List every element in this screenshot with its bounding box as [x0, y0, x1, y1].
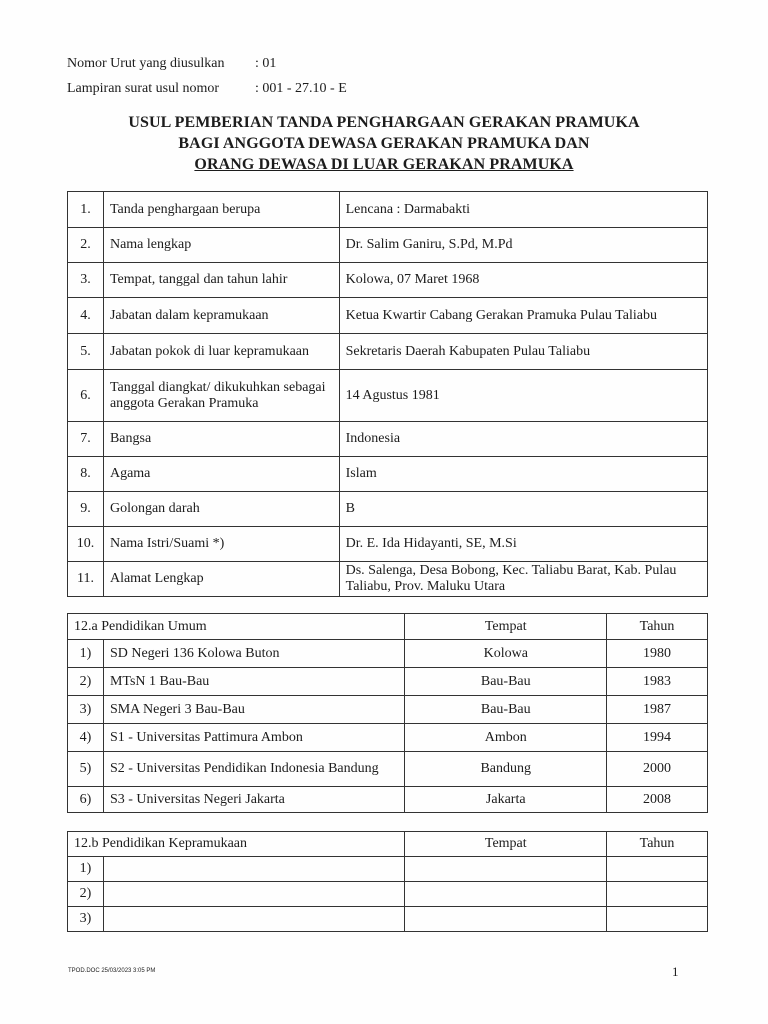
lampiran-label: Lampiran surat usul nomor — [67, 81, 220, 96]
column-header-tempat: Tempat — [405, 832, 607, 857]
row-label: Jabatan pokok di luar kepramukaan — [103, 334, 339, 370]
row-label: Tanggal diangkat/ dikukuhkan sebagai anggota Gerakan Pramuka — [103, 370, 339, 422]
row-number: 1) — [68, 640, 104, 668]
school-year: 1983 — [607, 668, 708, 696]
row-number: 11. — [68, 562, 104, 597]
course-name-cell — [103, 857, 404, 882]
school-name: S1 - Universitas Pattimura Ambon — [103, 724, 404, 752]
section-title: 12.b Pendidikan Kepramukaan — [68, 832, 405, 857]
row-value: B — [339, 492, 707, 527]
table-row — [68, 422, 708, 457]
table-row — [68, 882, 708, 907]
section-title: 12.a Pendidikan Umum — [68, 614, 405, 640]
table-row — [68, 298, 708, 334]
table-row — [68, 457, 708, 492]
page-number: 1 — [672, 964, 679, 979]
school-year: 1987 — [607, 696, 708, 724]
row-number: 3) — [68, 696, 104, 724]
table-row — [68, 334, 708, 370]
row-number: 6. — [68, 370, 104, 422]
school-name: SD Negeri 136 Kolowa Buton — [103, 640, 404, 668]
row-label: Tempat, tanggal dan tahun lahir — [103, 263, 339, 298]
row-value: Islam — [339, 457, 707, 492]
table-header-row — [68, 832, 708, 857]
table-header-row — [68, 614, 708, 640]
row-value: Lencana : Darmabakti — [339, 192, 707, 228]
row-number: 6) — [68, 787, 104, 813]
school-year: 1994 — [607, 724, 708, 752]
lampiran — [67, 81, 347, 97]
row-label: Golongan darah — [103, 492, 339, 527]
pendidikan-umum-table — [67, 613, 708, 813]
school-place: Ambon — [405, 724, 607, 752]
row-label: Tanda penghargaan berupa — [103, 192, 339, 228]
table-row — [68, 562, 708, 597]
school-place: Bau-Bau — [405, 696, 607, 724]
row-number: 1) — [68, 857, 104, 882]
course-place-cell — [405, 882, 607, 907]
course-place-cell — [405, 857, 607, 882]
row-number: 2) — [68, 668, 104, 696]
course-name-cell — [103, 907, 404, 932]
school-place: Bandung — [405, 752, 607, 787]
row-number: 1. — [68, 192, 104, 228]
table-row — [68, 263, 708, 298]
school-year: 1980 — [607, 640, 708, 668]
column-header-tempat: Tempat — [405, 614, 607, 640]
row-value: Sekretaris Daerah Kabupaten Pulau Taliabu — [339, 334, 707, 370]
row-number: 4. — [68, 298, 104, 334]
table-row — [68, 787, 708, 813]
table-row — [68, 492, 708, 527]
school-year: 2008 — [607, 787, 708, 813]
row-value: Ds. Salenga, Desa Bobong, Kec. Taliabu Barat, Kab. Pulau Taliabu, Prov. Maluku Utara — [339, 562, 707, 597]
school-name: S2 - Universitas Pendidikan Indonesia Bandung — [103, 752, 404, 787]
column-header-tahun: Tahun — [607, 614, 708, 640]
row-number: 3) — [68, 907, 104, 932]
row-number: 2) — [68, 882, 104, 907]
course-year-cell — [607, 857, 708, 882]
school-place: Bau-Bau — [405, 668, 607, 696]
row-number: 7. — [68, 422, 104, 457]
row-label: Nama Istri/Suami *) — [103, 527, 339, 562]
table-row — [68, 724, 708, 752]
table-row — [68, 752, 708, 787]
nomor-urut — [67, 56, 276, 72]
footer-filename: TPOD.DOC 25/03/2023 3:05 PM — [68, 968, 156, 974]
row-value: Ketua Kwartir Cabang Gerakan Pramuka Pulau Taliabu — [339, 298, 707, 334]
pendidikan-kepramukaan-table — [67, 831, 708, 932]
title-line-1: USUL PEMBERIAN TANDA PENGHARGAAN GERAKAN PRAMUKA — [128, 114, 640, 131]
row-number: 5) — [68, 752, 104, 787]
column-header-tahun: Tahun — [607, 832, 708, 857]
row-label: Alamat Lengkap — [103, 562, 339, 597]
table-row — [68, 696, 708, 724]
row-value: Dr. Salim Ganiru, S.Pd, M.Pd — [339, 228, 707, 263]
row-value: Kolowa, 07 Maret 1968 — [339, 263, 707, 298]
table-row — [68, 228, 708, 263]
school-name: MTsN 1 Bau-Bau — [103, 668, 404, 696]
row-label: Jabatan dalam kepramukaan — [103, 298, 339, 334]
course-year-cell — [607, 882, 708, 907]
title-line-3: ORANG DEWASA DI LUAR GERAKAN PRAMUKA — [194, 156, 574, 173]
row-number: 2. — [68, 228, 104, 263]
row-number: 5. — [68, 334, 104, 370]
row-value: Dr. E. Ida Hidayanti, SE, M.Si — [339, 527, 707, 562]
row-label: Bangsa — [103, 422, 339, 457]
row-number: 8. — [68, 457, 104, 492]
table-row — [68, 857, 708, 882]
nomor-urut-value: : 01 — [255, 56, 277, 71]
row-number: 10. — [68, 527, 104, 562]
table-row — [68, 192, 708, 228]
school-place: Jakarta — [405, 787, 607, 813]
table-row — [68, 640, 708, 668]
row-number: 4) — [68, 724, 104, 752]
course-year-cell — [607, 907, 708, 932]
school-year: 2000 — [607, 752, 708, 787]
row-label: Agama — [103, 457, 339, 492]
course-place-cell — [405, 907, 607, 932]
school-name: S3 - Universitas Negeri Jakarta — [103, 787, 404, 813]
row-value: Indonesia — [339, 422, 707, 457]
row-label: Nama lengkap — [103, 228, 339, 263]
table-row — [68, 907, 708, 932]
course-name-cell — [103, 882, 404, 907]
row-number: 9. — [68, 492, 104, 527]
table-row — [68, 370, 708, 422]
lampiran-value: : 001 - 27.10 - E — [255, 81, 347, 96]
row-value: 14 Agustus 1981 — [339, 370, 707, 422]
table-row — [68, 668, 708, 696]
title-line-2: BAGI ANGGOTA DEWASA GERAKAN PRAMUKA DAN — [178, 135, 590, 152]
nomor-urut-label: Nomor Urut yang diusulkan — [67, 56, 225, 71]
school-name: SMA Negeri 3 Bau-Bau — [103, 696, 404, 724]
row-number: 3. — [68, 263, 104, 298]
table-row — [68, 527, 708, 562]
personal-data-table — [67, 191, 708, 597]
school-place: Kolowa — [405, 640, 607, 668]
